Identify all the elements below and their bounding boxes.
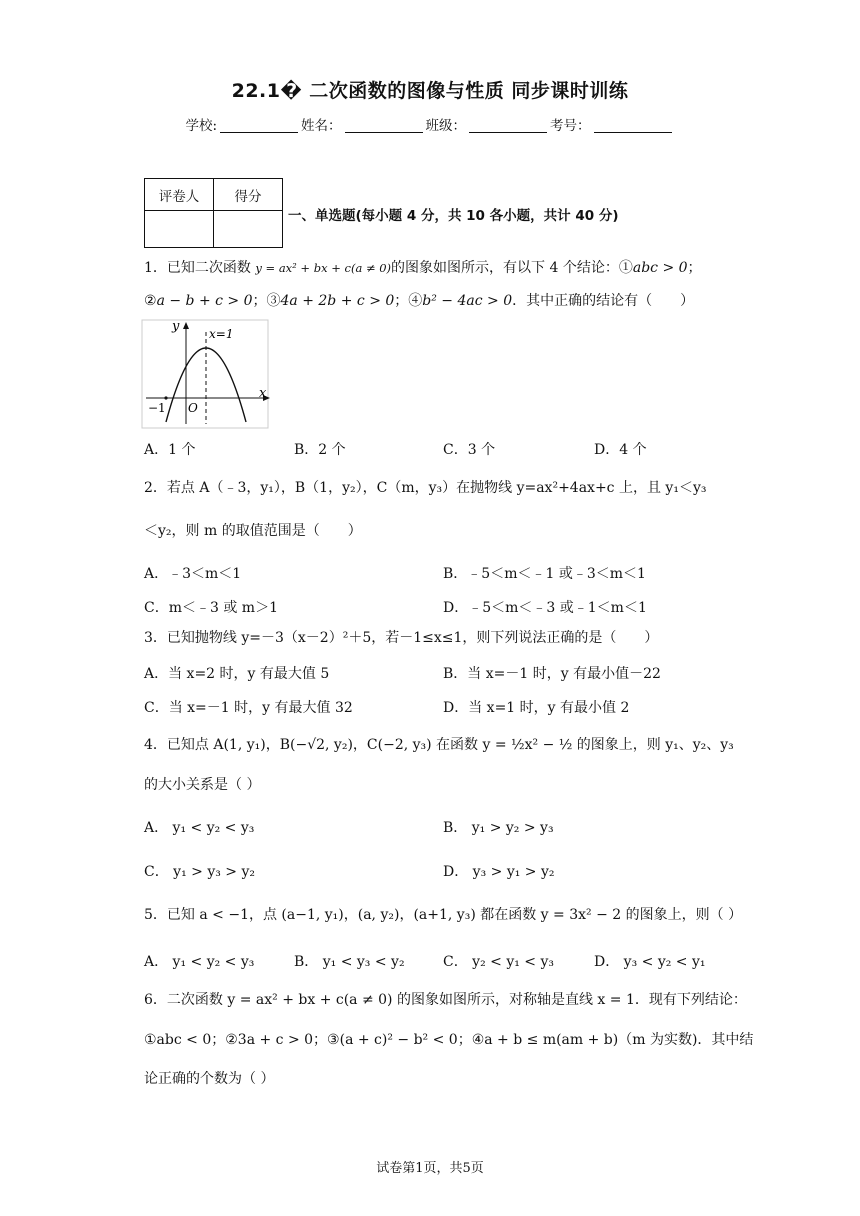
class-blank[interactable] [469, 119, 547, 133]
q2-line2: ＜y₂，则 m 的取值范围是（ ） [144, 523, 362, 539]
q1-conclusion-3: 4a + 2b + c > 0 [280, 293, 395, 309]
q5-option-b[interactable]: B． y₁ < y₃ < y₂ [294, 954, 405, 970]
grading-table [144, 178, 283, 248]
q3-option-b[interactable]: B．当 x=－1 时，y 有最小值－22 [443, 666, 661, 682]
q2-line1: 2．若点 A（﹣3，y₁），B（1，y₂），C（m，y₃）在抛物线 y=ax²+4ax+c 上，且 y₁＜y₃ [144, 480, 707, 496]
q1-option-b[interactable]: B．2 个 [294, 442, 346, 458]
q1-conclusion-4: b² − 4ac > 0 [422, 293, 513, 309]
q5-option-c[interactable]: C． y₂ < y₁ < y₃ [443, 954, 554, 970]
school-blank[interactable] [220, 119, 298, 133]
q3-line: 3．已知抛物线 y=－3（x－2）²＋5，若－1≤x≤1，则下列说法正确的是（ ） [144, 630, 659, 646]
q1-parabola-graph [140, 318, 280, 430]
q1-line2: ②a − b + c > 0；③4a + 2b + c > 0；④b² − 4ac > 0．其中正确的结论有（ ） [144, 293, 695, 309]
q4-option-a[interactable]: A． y₁ < y₂ < y₃ [144, 820, 255, 836]
q1-graph-axis-label: x=1 [209, 327, 234, 341]
q4-option-c[interactable]: C． y₁ > y₃ > y₂ [144, 864, 255, 880]
student-info-line [0, 114, 860, 134]
q1-conclusion-2: a − b + c > 0 [156, 293, 253, 309]
q1-option-a[interactable]: A．1 个 [144, 442, 196, 458]
q6-line1: 6．二次函数 y = ax² + bx + c(a ≠ 0) 的图象如图所示，对称轴是直线 x = 1．现有下列结论： [144, 992, 747, 1008]
q3-option-c[interactable]: C．当 x=－1 时，y 有最大值 32 [144, 700, 353, 716]
q3-option-d[interactable]: D．当 x=1 时，y 有最小值 2 [443, 700, 630, 716]
reviewer-header: 评卷人 [145, 179, 214, 211]
q1-option-d[interactable]: D．4 个 [594, 442, 647, 458]
name-label: 姓名： [301, 118, 342, 134]
q3-option-a[interactable]: A．当 x=2 时，y 有最大值 5 [144, 666, 330, 682]
q1-graph-origin: O [188, 401, 198, 415]
reviewer-cell[interactable] [145, 211, 214, 248]
page-footer: 试卷第1页，共5页 [376, 1161, 484, 1176]
q1-formula: y = ax² + bx + c(a ≠ 0) [255, 261, 392, 275]
q2-option-d[interactable]: D．﹣5＜m＜﹣3 或﹣1＜m＜1 [443, 600, 647, 616]
q2-option-a[interactable]: A．﹣3＜m＜1 [144, 566, 242, 582]
q1-graph-y-label: y [172, 319, 180, 334]
page-title: 22.1� 二次函数的图像与性质 同步课时训练 [231, 80, 629, 102]
q6-line2: ①abc < 0；②3a + c > 0；③(a + c)² − b² < 0；④a + b ≤ m(am + b)（m 为实数)．其中结 [144, 1032, 754, 1048]
q4-line1: 4．已知点 A(1, y₁)，B(−√2, y₂)，C(−2, y₃) 在函数 y = ½x² − ½ 的图象上，则 y₁、y₂、y₃ [144, 737, 734, 753]
q5-line: 5．已知 a < −1，点 (a−1, y₁)，(a, y₂)，(a+1, y₃) 都在函数 y = 3x² − 2 的图象上，则（ ） [144, 907, 743, 923]
q4-option-b[interactable]: B． y₁ > y₂ > y₃ [443, 820, 554, 836]
q1-line1: 1．已知二次函数 y = ax² + bx + c(a ≠ 0)的图象如图所示，有以下 4 个结论：①abc > 0； [144, 260, 702, 276]
name-blank[interactable] [345, 119, 423, 133]
score-cell[interactable] [214, 211, 283, 248]
exam-no-blank[interactable] [594, 119, 672, 133]
school-label: 学校: [185, 118, 218, 134]
q6-line3: 论正确的个数为（ ） [144, 1071, 275, 1087]
q1-graph-x-label: x [259, 386, 267, 401]
section-heading: 一、单选题(每小题 4 分，共 10 各小题，共计 40 分) [288, 208, 619, 224]
q4-option-d[interactable]: D． y₃ > y₁ > y₂ [443, 864, 555, 880]
q5-option-a[interactable]: A． y₁ < y₂ < y₃ [144, 954, 255, 970]
score-header: 得分 [214, 179, 283, 211]
q4-line2: 的大小关系是（ ） [144, 777, 261, 793]
q2-option-c[interactable]: C．m＜﹣3 或 m＞1 [144, 600, 278, 616]
q1-graph-neg-one: −1 [148, 401, 166, 415]
q1-conclusion-1: abc > 0 [632, 260, 688, 276]
q2-option-b[interactable]: B．﹣5＜m＜﹣1 或﹣3＜m＜1 [443, 566, 646, 582]
q1-option-c[interactable]: C．3 个 [443, 442, 496, 458]
class-label: 班级： [425, 118, 467, 134]
q5-option-d[interactable]: D． y₃ < y₂ < y₁ [594, 954, 706, 970]
exam-no-label: 考号： [550, 118, 591, 134]
